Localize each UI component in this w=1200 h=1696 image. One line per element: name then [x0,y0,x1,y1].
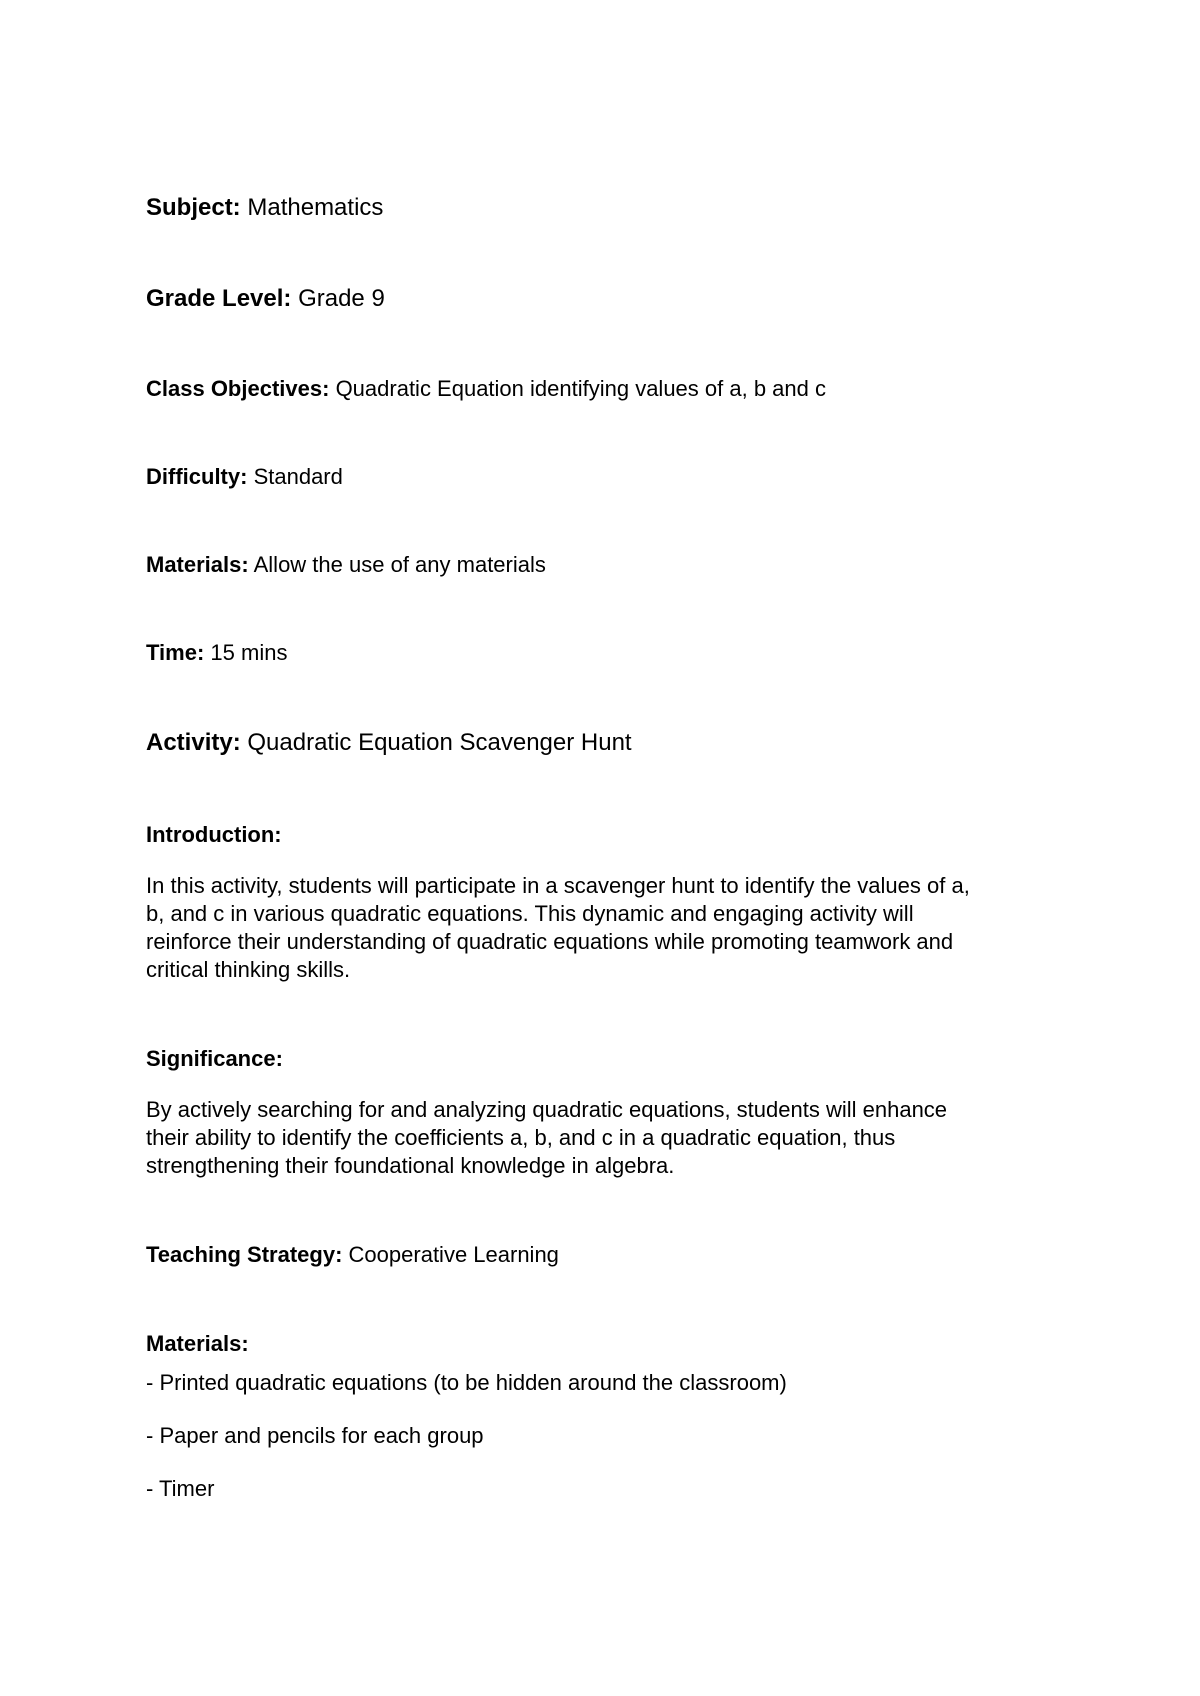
list-item: - Printed quadratic equations (to be hidden around the classroom) [146,1370,787,1395]
time-line [146,642,287,664]
subject-label: Subject: [146,194,241,221]
introduction-line: reinforce their understanding of quadratic equations while promoting teamwork and [146,929,954,954]
materials-value: Allow the use of any materials [253,552,546,577]
subject-line [146,196,383,220]
grade-level-value: Grade 9 [298,285,385,312]
significance-line: their ability to identify the coefficients a, b, and c in a quadratic equation, thus [146,1125,896,1150]
introduction-line: In this activity, students will participate in a scavenger hunt to identify the values of a, [146,873,970,898]
list-item: - Paper and pencils for each group [146,1423,484,1448]
difficulty-line [146,466,343,488]
difficulty-value: Standard [253,464,343,489]
subject-value: Mathematics [247,194,384,221]
significance-line: strengthening their foundational knowledge in algebra. [146,1153,675,1178]
materials-list-heading: Materials: [146,1331,249,1356]
introduction-paragraph [146,872,970,984]
significance-heading: Significance: [146,1046,283,1071]
difficulty-label: Difficulty: [146,464,248,489]
introduction-line: b, and c in various quadratic equations. This dynamic and engaging activity will [146,901,914,926]
grade-level-label: Grade Level: [146,285,292,312]
activity-label: Activity: [146,729,241,756]
time-label: Time: [146,640,205,665]
teaching-strategy-value: Cooperative Learning [348,1242,559,1267]
teaching-strategy-label: Teaching Strategy: [146,1242,343,1267]
materials-line [146,554,546,576]
class-objectives-line [146,378,826,400]
class-objectives-value: Quadratic Equation identifying values of a, b and c [335,376,826,401]
materials-list [146,1372,787,1531]
list-item: - Timer [146,1476,215,1501]
teaching-strategy-line [146,1244,559,1266]
significance-paragraph [146,1096,947,1180]
materials-label: Materials: [146,552,249,577]
significance-line: By actively searching for and analyzing quadratic equations, students will enhance [146,1097,948,1122]
activity-line [146,731,632,755]
time-value: 15 mins [210,640,288,665]
activity-value: Quadratic Equation Scavenger Hunt [247,729,632,756]
grade-level-line [146,287,385,311]
introduction-line: critical thinking skills. [146,957,351,982]
introduction-heading: Introduction: [146,822,282,847]
class-objectives-label: Class Objectives: [146,376,330,401]
